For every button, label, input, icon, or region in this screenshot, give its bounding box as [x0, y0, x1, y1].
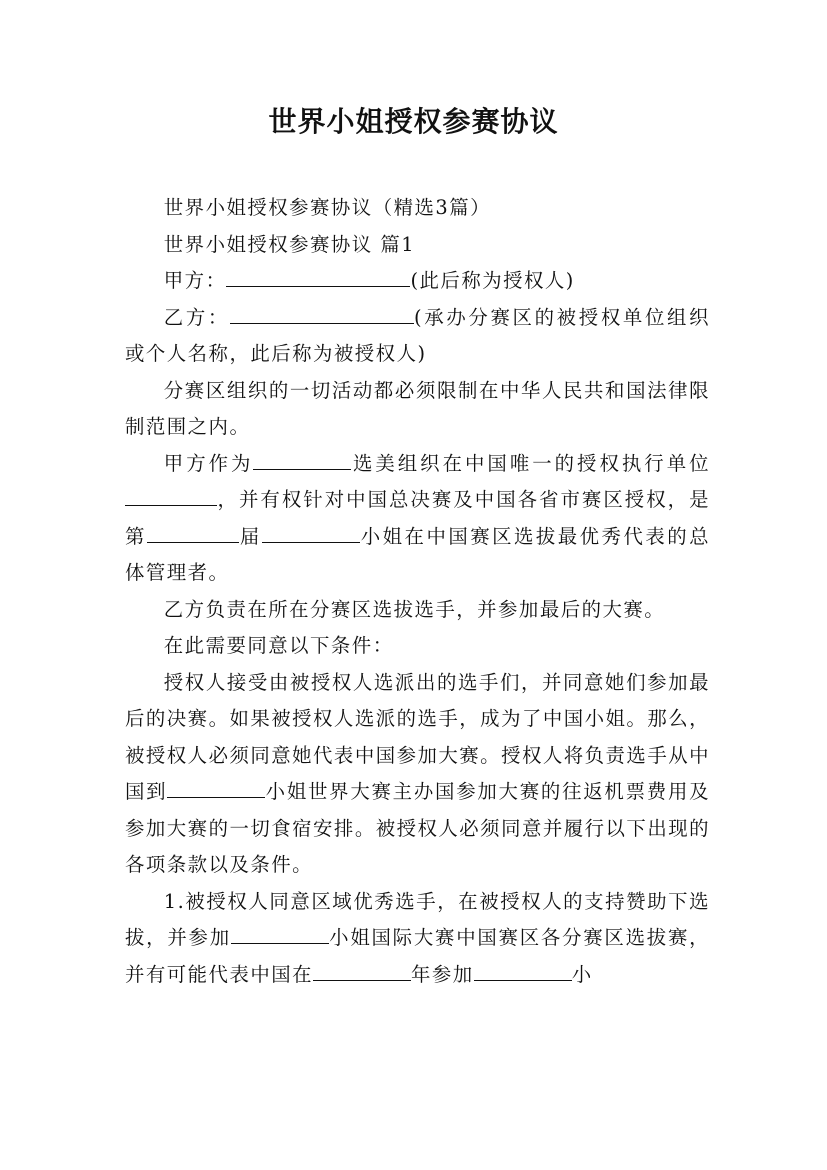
blank-field — [147, 520, 239, 542]
paragraph-text: 届 — [238, 524, 262, 548]
paragraph-text: 在此需要同意以下条件： — [163, 634, 394, 657]
paragraph — [125, 190, 710, 227]
party-b-note: (承办分赛区的被授权单位组织或个人名称，此后称为被授权人) — [125, 305, 710, 365]
paragraph — [125, 263, 710, 300]
paragraph — [125, 884, 710, 994]
blank-field — [262, 520, 360, 542]
blank-field — [474, 958, 572, 980]
blank-field — [125, 484, 217, 506]
paragraph-text: 小姐在中国赛区选拔最优秀代表的总体管理者。 — [125, 524, 711, 584]
blank-field — [226, 265, 410, 287]
document-body — [125, 190, 710, 993]
party-a-label: 甲方： — [163, 269, 227, 292]
paragraph — [125, 592, 710, 629]
blank-field — [231, 922, 329, 944]
paragraph-text: 甲方作为 — [163, 451, 254, 475]
paragraph-text: 分赛区组织的一切活动都必须限制在中华人民共和国法律限制范围之内。 — [125, 378, 710, 438]
document-title: 世界小姐授权参赛协议 — [268, 105, 559, 138]
party-b-label: 乙方： — [163, 305, 231, 329]
paragraph — [125, 227, 710, 264]
paragraph-text: ，并有权针对中国总决赛及中国各省市赛区授权，是第 — [125, 488, 710, 548]
paragraph-text: 1.被授权人同意区域优秀选手，在被授权人的支持赞助下选拔，并参加 — [125, 889, 710, 949]
paragraph-text: 年参加 — [411, 962, 474, 986]
paragraph-text: 小姐国际大赛中国赛区各分赛区选拔赛，并有可能代表中国在 — [125, 926, 711, 986]
paragraph-text: 选美组织在中国唯一的授权执行单位 — [351, 451, 710, 475]
paragraph — [125, 665, 710, 884]
blank-field — [230, 301, 414, 323]
blank-field — [313, 958, 411, 980]
blank-field — [253, 447, 351, 469]
paragraph-text: 授权人接受由被授权人选派出的选手们，并同意她们参加最后的决赛。如果被授权人选派的选手，成为了中国小姐。那么，被授权人必须同意她代表中国参加大赛。授权人将负责选手从中国到 — [125, 670, 710, 803]
subtitle-text: 世界小姐授权参赛协议（精选3篇） — [163, 196, 491, 219]
paragraph — [125, 446, 710, 592]
paragraph — [125, 628, 710, 665]
paragraph — [125, 373, 710, 446]
blank-field — [167, 776, 265, 798]
paragraph-text: 小姐世界大赛主办国参加大赛的往返机票费用及参加大赛的一切食宿安排。被授权人必须同意并履行以下出现的各项条款以及条件。 — [125, 780, 711, 876]
paragraph-text: 乙方负责在所在分赛区选拔选手，并参加最后的大赛。 — [163, 597, 666, 621]
section-heading: 世界小姐授权参赛协议 篇1 — [163, 232, 416, 256]
party-a-note: (此后称为授权人) — [410, 269, 575, 292]
paragraph-text: 小 — [571, 962, 593, 986]
paragraph — [125, 300, 710, 373]
